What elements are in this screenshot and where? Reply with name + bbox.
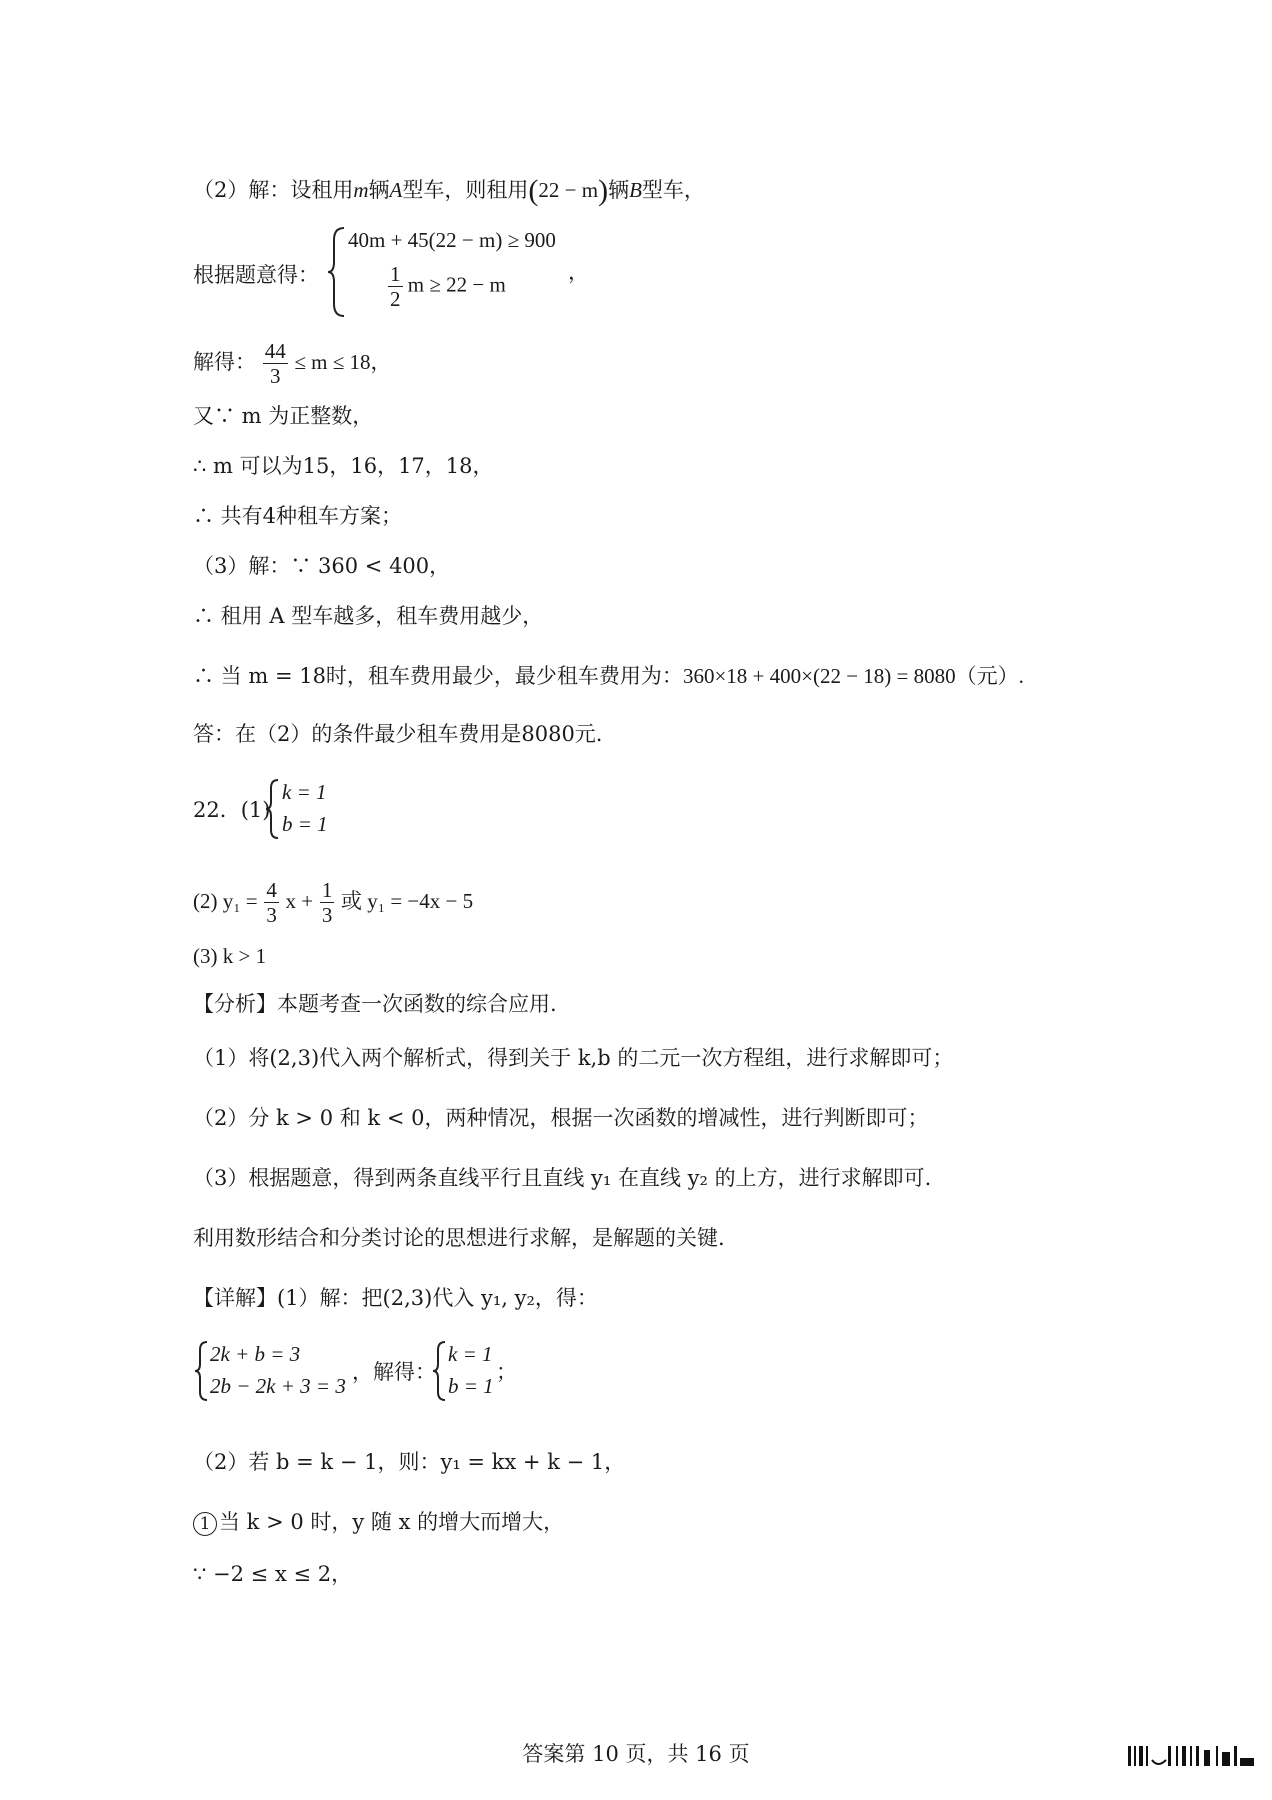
q22-k: k = 1 (282, 780, 327, 804)
q22-b: b = 1 (282, 812, 328, 836)
according-label: 根据题意得： (193, 263, 319, 287)
p2-intro: （2）解：设租用m辆A型车，则租用(22 − m)辆B型车， (193, 174, 705, 207)
part3-line: （3）解：∵ 360 < 400， (193, 554, 451, 578)
brace-icon (326, 226, 348, 318)
detail-title: 【详解】(1）解：把(2,3)代入 y₁, y₂，得： (193, 1286, 598, 1310)
detail-part2: （2）若 b = k − 1，则：y₁ = kx + k − 1， (193, 1450, 626, 1474)
system-eq1: 40m + 45(22 − m) ≥ 900 (348, 228, 556, 252)
analysis-2: （2）分 k > 0 和 k < 0，两种情况，根据一次函数的增减性，进行判断即可； (193, 1106, 929, 1130)
range-line: ∵ −2 ≤ x ≤ 2， (193, 1562, 353, 1586)
solve-line: 解得： $\frac{44}{3}$ ≤ m ≤ 18， (193, 339, 392, 388)
plans-count-line: ∴ 共有4种租车方案； (193, 504, 403, 528)
positive-integer-line: 又∵ m 为正整数， (193, 404, 374, 428)
system-eq2: $\frac{1}{2}$ m ≥ 22 − m (390, 262, 506, 311)
brace-icon (265, 778, 281, 840)
fraction: $\frac{44}{3}$ (264, 339, 286, 388)
q22-part2: (2) y₁ = $\frac{4}{3}$ x + $\frac{1}{3}$ 或 y₁ = −4x − 5 (193, 878, 474, 927)
analysis-1: （1）将(2,3)代入两个解析式，得到关于 k,b 的二元一次方程组，进行求解即可； (193, 1046, 954, 1070)
circled-number: 1 (193, 1512, 217, 1536)
analysis-4: 利用数形结合和分类讨论的思想进行求解，是解题的关键. (193, 1226, 725, 1250)
m-values-line: ∴ m 可以为15，16，17，18， (193, 454, 494, 478)
detail-eq2: 2b − 2k + 3 = 3 (210, 1374, 346, 1398)
detail-res-b: b = 1 (448, 1374, 494, 1398)
detail-solve: ，解得： (352, 1360, 436, 1384)
analysis-title: 【分析】本题考查一次函数的综合应用. (193, 992, 557, 1016)
fraction: $\frac{1}{3}$ (321, 878, 333, 927)
detail-res-k: k = 1 (448, 1342, 493, 1366)
min-cost-line: ∴ 当 m = 18时，租车费用最少，最少租车费用为：360×18 + 400×(22 − 18) = 8080（元）. (193, 664, 1024, 688)
fraction: $\frac{1}{2}$ (390, 262, 401, 311)
brace-icon (194, 1340, 210, 1402)
more-a-line: ∴ 租用 A 型车越多，租车费用越少， (193, 604, 544, 628)
answer-line: 答：在（2）的条件最少租车费用是8080元. (193, 722, 603, 746)
brace-icon (432, 1340, 448, 1402)
answer-page: （2）解：设租用m辆A型车，则租用(22 − m)辆B型车， 根据题意得： 40m + 45(22 − m) ≥ 900 $\frac{1}{2}$ m ≥ 22 − m ， 解得： $\frac{44}{3}$ ≤ m ≤ 18， 又∵ m 为正整数， ∴ m 可以为15，16，17，18， ∴ 共有4种租车方案； （3）解：∵ 360 < 400， ∴ 租用 A 型车越多，租车费用越少， ∴ 当 m = 18时，租车费用最少，最少租车费用为：360×18 + 400×(22 − 18) = 8080（元）. 答：在（2）的条件最少租车费用是8080元. 22．(1) k = 1 b = 1 (2) y₁ = $\frac{4}{3}$ x + $\frac{1}{3}$ 或 y₁ = −4x − 5 (3) k > 1 【分析】本题考查一次函数的综合应用. （1）将(2,3)代入两个解析式，得到关于 k,b 的二元一次方程组，进行求解即可； （2）分 k > 0 和 k < 0，两种情况，根据一次函数的增减性，进行判断即可； （3）根据题意，得到两条直线平行且直线 y₁ 在直线 y₂ 的上方，进行求解即可. 利用数形结合和分类讨论的思想进行求解，是解题的关键. 【详解】(1）解：把(2,3)代入 y₁, y₂，得： 2k + b = 3 2b − 2k + 3 = 3 ，解得： k = 1 b = 1 ； （2）若 b = k − 1，则：y₁ = kx + k − 1， 1 当 k > 0 时，y 随 x 的增大而增大， ∵ −2 ≤ x ≤ 2， 答案第 10 页，共 16 页 (0, 0, 1272, 1800)
q22-label: 22．(1) (193, 798, 271, 822)
watermark-bars-icon (1128, 1742, 1256, 1768)
detail-eq1: 2k + b = 3 (210, 1342, 301, 1366)
analysis-3: （3）根据题意，得到两条直线平行且直线 y₁ 在直线 y₂ 的上方，进行求解即可. (193, 1166, 932, 1190)
page-footer: 答案第 10 页，共 16 页 (522, 1742, 750, 1766)
case-1-line: 1 当 k > 0 时，y 随 x 的增大而增大， (193, 1508, 564, 1536)
q22-part3: (3) k > 1 (193, 944, 267, 968)
fraction: $\frac{4}{3}$ (266, 878, 277, 927)
